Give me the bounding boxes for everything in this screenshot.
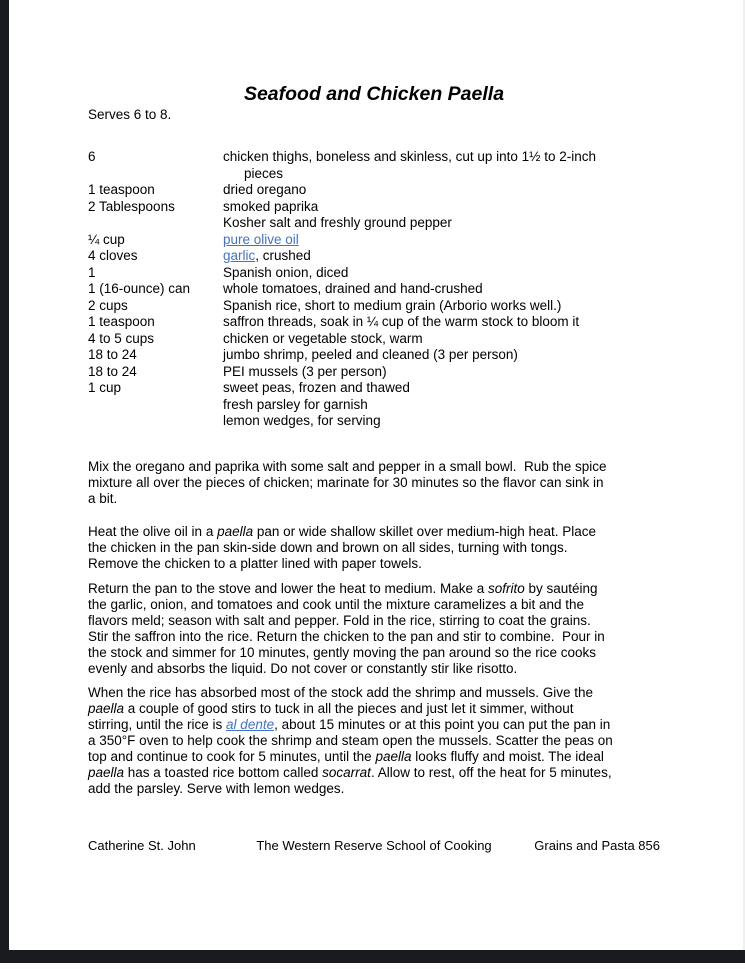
ingredient-desc (223, 215, 670, 232)
text-segment: by sautéing (524, 581, 598, 596)
text-segment: Remove the chicken to a platter lined with paper towels. (88, 556, 422, 571)
ingredient-amount (88, 413, 223, 430)
ingredient-desc (223, 364, 670, 381)
ingredient-row (88, 265, 670, 282)
instructions (88, 459, 670, 797)
ingredient-desc (223, 182, 670, 199)
text-segment: socarrat (322, 765, 371, 780)
text-segment: a bit. (88, 491, 118, 506)
text-segment: chicken or vegetable stock, warm (223, 330, 423, 346)
ingredient-amount (88, 166, 223, 183)
instruction-paragraph (88, 524, 670, 572)
paragraph-line (88, 459, 670, 475)
paragraph-line (88, 717, 670, 733)
text-segment: Mix the oregano and paprika with some salt and pepper in a small bowl. Rub the spice (88, 459, 607, 474)
paragraph-line (88, 701, 670, 717)
text-segment: mixture all over the pieces of chicken; marinate for 30 minutes so the flavor can sink in (88, 475, 604, 490)
ingredient-desc (223, 397, 670, 414)
text-segment: a couple of good stirs to tuck in all the pieces and just let it simmer, without (124, 701, 574, 716)
text-segment: evenly and absorbs the liquid. Do not cover or constantly stir like risotto. (88, 661, 518, 676)
text-segment: , about 15 minutes or at this point you can put the pan in (274, 717, 611, 732)
text-segment: paella (88, 765, 125, 780)
ingredient-desc (223, 265, 670, 282)
text-segment: flavors meld; season with salt and pepper. Fold in the rice, stirring to coat the grains. (88, 613, 591, 628)
text-segment: sweet peas, frozen and thawed (223, 380, 410, 395)
ingredient-row (88, 413, 670, 430)
ingredient-amount: 1 (16-ounce) can (88, 281, 191, 296)
page-separator (0, 950, 745, 963)
ingredient-row (88, 397, 670, 414)
ingredient-amount: 18 to 24 (88, 363, 137, 379)
paragraph-line (88, 581, 670, 597)
ingredient-amount: 1 cup (88, 380, 122, 395)
text-segment: looks fluffy and moist. The ideal (411, 749, 604, 764)
text-segment: paella (375, 749, 412, 764)
text-segment: lemon wedges, for serving (223, 413, 381, 428)
ingredient-row (88, 215, 670, 232)
text-segment: jumbo shrimp, peeled and cleaned (3 per person) (223, 347, 518, 362)
ingredients-list (88, 149, 670, 430)
paragraph-line (88, 661, 670, 677)
ingredient-desc (223, 331, 670, 348)
ingredient-desc (223, 413, 670, 430)
recipe-title: Seafood and Chicken Paella (243, 83, 505, 105)
paragraph-line (88, 733, 670, 749)
garlic-link[interactable]: garlic (223, 248, 256, 263)
text-segment: Spanish onion, diced (223, 264, 349, 280)
text-segment: chicken thighs, boneless and skinless, cut up into 1½ to 2-inch (223, 149, 596, 164)
ingredient-desc (223, 380, 670, 397)
ingredient-amount (88, 215, 223, 232)
paragraph-line (88, 645, 670, 661)
text-segment: When the rice has absorbed most of the stock add the shrimp and mussels. Give the (88, 685, 594, 700)
serves-note: Serves 6 to 8. (88, 107, 172, 122)
text-segment: PEI mussels (3 per person) (223, 363, 387, 379)
ingredient-row (88, 149, 670, 166)
text-segment: whole tomatoes, drained and hand-crushed (223, 281, 483, 296)
text-segment: saffron threads, soak in ¼ cup of the warm stock to bloom it (223, 314, 580, 329)
ingredient-desc (223, 149, 670, 166)
ingredient-desc (223, 298, 670, 315)
paragraph-line (88, 475, 670, 491)
paragraph-line (88, 629, 670, 645)
ingredient-amount: 1 teaspoon (88, 182, 155, 197)
text-segment: paella (88, 701, 125, 716)
text-segment: the garlic, onion, and tomatoes and cook until the mixture caramelizes a bit and the (88, 597, 585, 612)
text-segment: Return the pan to the stove and lower the heat to medium. Make a (88, 581, 488, 596)
paragraph-line (88, 613, 670, 629)
viewer-edge-bar (0, 0, 9, 963)
footer-author: Catherine St. John (88, 838, 196, 853)
pure-olive-oil-link[interactable]: pure olive oil (223, 231, 299, 247)
text-segment: stirring, until the rice is (88, 717, 227, 732)
ingredient-amount: 2 Tablespoons (88, 198, 175, 214)
text-segment: pan or wide shallow skillet over medium-high heat. Place (253, 524, 597, 539)
ingredient-row (88, 248, 670, 265)
instruction-paragraph (88, 581, 670, 677)
paragraph-line (88, 556, 670, 572)
text-segment: Kosher salt and freshly ground pepper (223, 215, 452, 230)
text-segment: has a toasted rice bottom called (124, 765, 323, 780)
ingredient-amount (88, 397, 223, 414)
ingredient-row (88, 380, 670, 397)
ingredient-row (88, 199, 670, 216)
paragraph-line (88, 685, 670, 701)
ingredient-desc (223, 281, 670, 298)
paragraph-line (88, 597, 670, 613)
ingredient-desc (223, 314, 670, 331)
ingredient-amount: 18 to 24 (88, 347, 137, 362)
instruction-paragraph (88, 459, 670, 507)
ingredient-row (88, 347, 670, 364)
paragraph-line (88, 491, 670, 507)
text-segment: dried oregano (223, 182, 307, 197)
text-segment: . Allow to rest, off the heat for 5 minutes, (370, 765, 612, 780)
next-page-sliver (0, 963, 745, 969)
ingredient-amount: 1 (88, 264, 96, 280)
ingredient-row (88, 182, 670, 199)
text-segment: add the parsley. Serve with lemon wedges. (88, 781, 345, 796)
ingredient-row (88, 364, 670, 381)
ingredient-desc (223, 199, 670, 216)
text-segment: the stock and simmer for 10 minutes, gently moving the pan around so the rice cooks (88, 645, 597, 660)
instruction-paragraph (88, 685, 670, 797)
text-segment: top and continue to cook for 5 minutes, until the (88, 749, 376, 764)
text-segment: pieces (244, 165, 284, 181)
paragraph-line (88, 781, 670, 797)
paragraph-line (88, 524, 670, 540)
paragraph-line (88, 765, 670, 781)
paragraph-line (88, 540, 670, 556)
paragraph-line (88, 749, 670, 765)
text-segment: the chicken in the pan skin-side down and brown on all sides, turning with tongs. (88, 540, 568, 555)
ingredient-row (88, 281, 670, 298)
text-segment: sofrito (487, 581, 525, 596)
ingredient-desc (223, 347, 670, 364)
text-segment: Stir the saffron into the rice. Return the chicken to the pan and stir to combine. Pour in (88, 629, 605, 644)
ingredient-amount: 1 teaspoon (88, 314, 155, 329)
ingredient-row (88, 314, 670, 331)
ingredient-amount: 4 to 5 cups (88, 330, 155, 346)
ingredient-desc (223, 248, 670, 265)
footer-course-page: Grains and Pasta 856 (534, 838, 660, 853)
text-segment: Spanish rice, short to medium grain (Arborio works well.) (223, 297, 562, 313)
text-segment: smoked paprika (223, 198, 319, 214)
ingredient-row (88, 331, 670, 348)
ingredient-row (88, 232, 670, 249)
text-segment: paella (217, 524, 254, 539)
ingredient-desc (223, 232, 670, 249)
page-footer (88, 838, 660, 854)
text-segment: fresh parsley for garnish (223, 396, 368, 412)
ingredient-amount: 6 (88, 149, 96, 164)
text-segment: , crushed (255, 248, 311, 263)
ingredient-desc (223, 166, 670, 183)
text-segment: Heat the olive oil in a (88, 524, 218, 539)
ingredient-amount: 4 cloves (88, 248, 138, 263)
ingredient-row (88, 166, 670, 183)
ingredient-amount: ¼ cup (88, 231, 125, 247)
ingredient-row (88, 298, 670, 315)
ingredient-amount: 2 cups (88, 297, 128, 313)
footer-school: The Western Reserve School of Cooking (256, 838, 492, 853)
text-segment: a 350°F oven to help cook the shrimp and steam open the mussels. Scatter the peas on (88, 733, 613, 748)
al-dente-link[interactable]: al dente (226, 717, 275, 732)
